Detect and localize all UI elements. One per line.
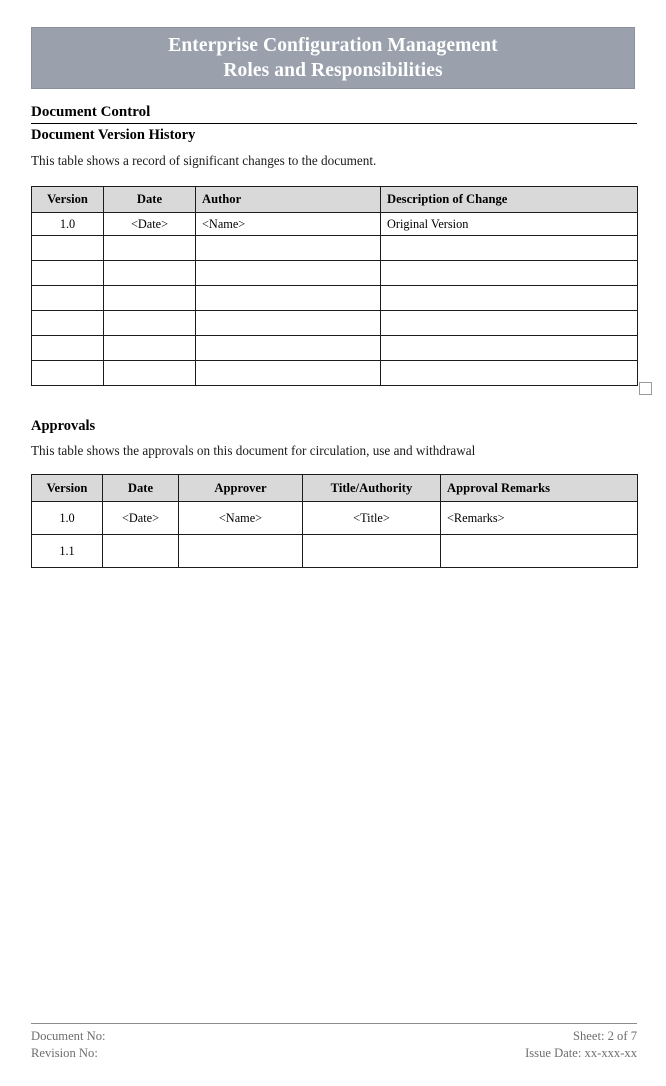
- cell-date[interactable]: <Date>: [103, 502, 179, 535]
- table-row[interactable]: [32, 311, 638, 336]
- cell-version[interactable]: [32, 336, 104, 361]
- cell-approval-remarks[interactable]: [441, 535, 638, 568]
- cell-description[interactable]: [381, 236, 638, 261]
- cell-date[interactable]: [104, 236, 196, 261]
- column-header-date: Date: [103, 475, 179, 502]
- table-row[interactable]: [32, 336, 638, 361]
- document-title-line-1: Enterprise Configuration Management: [168, 35, 498, 56]
- column-header-approval-remarks: Approval Remarks: [441, 475, 638, 502]
- cell-title-authority[interactable]: [303, 535, 441, 568]
- table-resize-handle[interactable]: [639, 382, 652, 395]
- cell-date[interactable]: [104, 311, 196, 336]
- column-header-date: Date: [104, 187, 196, 213]
- cell-description[interactable]: [381, 336, 638, 361]
- cell-version[interactable]: 1.1: [32, 535, 103, 568]
- table-row[interactable]: [32, 213, 638, 236]
- page-footer: [31, 1023, 637, 1061]
- column-header-version: Version: [32, 187, 104, 213]
- table-row[interactable]: [32, 361, 638, 386]
- cell-author[interactable]: <Name>: [196, 213, 381, 236]
- document-title-line-2: Roles and Responsibilities: [223, 60, 443, 81]
- cell-version[interactable]: [32, 236, 104, 261]
- column-header-version: Version: [32, 475, 103, 502]
- cell-date[interactable]: <Date>: [104, 213, 196, 236]
- cell-title-authority[interactable]: <Title>: [303, 502, 441, 535]
- cell-author[interactable]: [196, 336, 381, 361]
- heading-approvals: Approvals: [31, 418, 96, 434]
- cell-version[interactable]: [32, 311, 104, 336]
- table-document-version-history: [31, 186, 638, 386]
- document-title-banner: [31, 27, 635, 89]
- cell-version[interactable]: 1.0: [32, 502, 103, 535]
- footer-sheet-number: Sheet: 2 of 7: [572, 1029, 637, 1043]
- cell-version[interactable]: [32, 361, 104, 386]
- intro-version-history: This table shows a record of significant changes to the document.: [31, 153, 377, 168]
- cell-version[interactable]: 1.0: [32, 213, 104, 236]
- cell-date[interactable]: [104, 336, 196, 361]
- heading-document-control: Document Control: [31, 103, 637, 124]
- cell-author[interactable]: [196, 361, 381, 386]
- cell-approval-remarks[interactable]: <Remarks>: [441, 502, 638, 535]
- cell-author[interactable]: [196, 236, 381, 261]
- table-approvals: [31, 474, 638, 568]
- cell-date[interactable]: [104, 261, 196, 286]
- cell-description[interactable]: [381, 261, 638, 286]
- footer-issue-date: Issue Date: xx-xxx-xx: [525, 1045, 637, 1060]
- footer-revision-no-label: Revision No:: [31, 1045, 98, 1060]
- cell-date[interactable]: [103, 535, 179, 568]
- column-header-approver: Approver: [179, 475, 303, 502]
- cell-description[interactable]: [381, 361, 638, 386]
- table-row[interactable]: [32, 261, 638, 286]
- cell-date[interactable]: [104, 361, 196, 386]
- cell-author[interactable]: [196, 311, 381, 336]
- column-header-description-of-change: Description of Change: [381, 187, 638, 213]
- column-header-title-authority: Title/Authority: [303, 475, 441, 502]
- table-row[interactable]: [32, 236, 638, 261]
- cell-version[interactable]: [32, 261, 104, 286]
- cell-approver[interactable]: [179, 535, 303, 568]
- table-header-row: [32, 475, 638, 502]
- cell-description[interactable]: [381, 311, 638, 336]
- footer-document-no-label: Document No:: [31, 1029, 106, 1043]
- table-row[interactable]: [32, 502, 638, 535]
- footer-row-top: [31, 1028, 637, 1045]
- table-row[interactable]: [32, 535, 638, 568]
- intro-approvals: This table shows the approvals on this document for circulation, use and withdrawal: [31, 443, 476, 458]
- cell-description[interactable]: [381, 286, 638, 311]
- cell-approver[interactable]: <Name>: [179, 502, 303, 535]
- cell-date[interactable]: [104, 286, 196, 311]
- heading-document-version-history: Document Version History: [31, 127, 196, 143]
- cell-description[interactable]: Original Version: [381, 213, 638, 236]
- footer-row-bottom: [31, 1045, 637, 1062]
- column-header-author: Author: [196, 187, 381, 213]
- table-header-row: [32, 187, 638, 213]
- cell-author[interactable]: [196, 261, 381, 286]
- table-row[interactable]: [32, 286, 638, 311]
- cell-version[interactable]: [32, 286, 104, 311]
- cell-author[interactable]: [196, 286, 381, 311]
